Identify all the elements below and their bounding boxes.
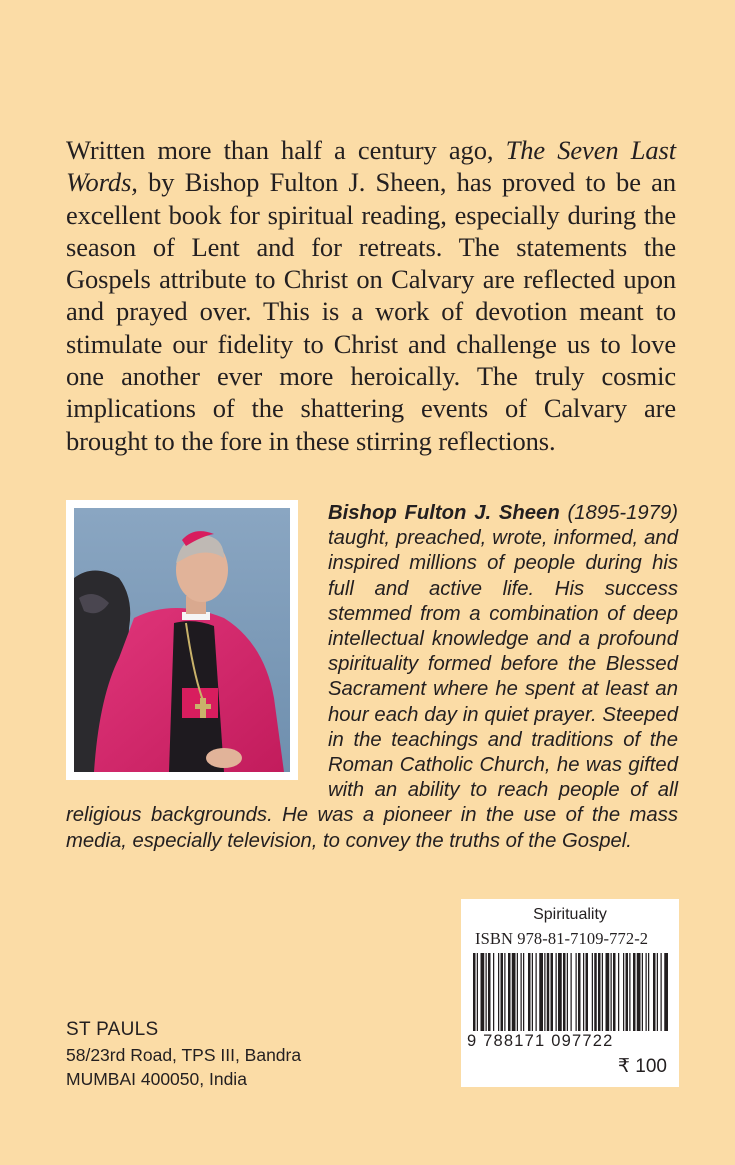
barcode-bar (611, 953, 612, 1031)
barcode-bar (523, 953, 524, 1031)
barcode-bar (563, 953, 566, 1031)
barcode-bar (592, 953, 593, 1031)
barcode-bar (501, 953, 504, 1031)
author-bio-text: (1895-1979) taught, preached, wrote, informed, and inspired millions of people during his full and active life. His success stemmed from a combination of deep intellectual knowledge and a profound spirituality formed before the Blessed Sacrament where he spent at least an hour each day in quiet prayer. Steeped in the teachings and traditions of the Roman Catholic Church, he was gifted with an ability to reach people of all religious backgrounds. He was a pioneer in the use of the mass media, especially television, to convey the truths of the Gospel. (66, 502, 678, 852)
publisher-block (66, 1018, 301, 1092)
barcode-bar (517, 953, 518, 1031)
blurb-rest: by Bishop Fulton J. Sheen, has proved to be an excellent book for spiritual reading, especially during the season of Lent and for retreats. The statements the Gospels attribute to Christ on Calvary are reflected upon and prayed over. This is a work of devotion meant to stimulate our fidelity to Christ and challenge us to love one another ever more heroically. The truly cosmic implications of the shattering events of Calvary are brought to the fore in these stirring reflections. (66, 167, 676, 456)
barcode-bar (586, 953, 589, 1031)
barcode-bar (626, 953, 629, 1031)
barcode-bar (498, 953, 499, 1031)
barcode-bar (521, 953, 522, 1031)
barcode-bar (618, 953, 619, 1031)
barcode-bar (473, 953, 476, 1031)
barcode-bar (571, 953, 572, 1031)
author-photo (74, 508, 290, 772)
barcode-bar (493, 953, 494, 1031)
barcode-bar (602, 953, 603, 1031)
barcode-bar (551, 953, 554, 1031)
barcode-bar (642, 953, 643, 1031)
publisher-name: ST PAULS (66, 1019, 159, 1040)
barcode-bar (653, 953, 656, 1031)
barcode-bar (481, 953, 485, 1031)
barcode-bar (657, 953, 658, 1031)
barcode-digits: 9 788171 097722 (467, 1032, 614, 1050)
barcode-bar (661, 953, 662, 1031)
barcode-bar (648, 953, 649, 1031)
barcode-bar (488, 953, 491, 1031)
barcode-bar (629, 953, 630, 1031)
barcode-bar (558, 953, 562, 1031)
barcode-bar (504, 953, 505, 1031)
barcode-bar (613, 953, 616, 1031)
author-photo-frame (66, 500, 298, 780)
price-label: ₹ 100 (617, 1056, 667, 1077)
barcode-bar (556, 953, 557, 1031)
barcode-bar (512, 953, 516, 1031)
publisher-address-line-1: 58/23rd Road, TPS III, Bandra (66, 1044, 302, 1065)
barcode-bar (646, 953, 647, 1031)
publisher-address-line-2: MUMBAI 400050, India (66, 1069, 247, 1089)
barcode-bar (598, 953, 601, 1031)
barcode-bar (528, 953, 531, 1031)
author-name: Bishop Fulton J. Sheen (328, 502, 560, 524)
barcode-bar (578, 953, 581, 1031)
barcode-bar (477, 953, 478, 1031)
barcode-box (461, 899, 679, 1087)
barcode-bar (539, 953, 543, 1031)
barcode-bar (633, 953, 636, 1031)
barcode-bar (637, 953, 641, 1031)
barcode-bar (576, 953, 577, 1031)
genre-label: Spirituality (533, 906, 607, 923)
barcode-bar (536, 953, 537, 1031)
book-title: The Seven Last Words, (66, 135, 676, 198)
barcode-bar (594, 953, 597, 1031)
barcode-bar (547, 953, 550, 1031)
back-cover-blurb (66, 134, 676, 457)
barcode-bar (567, 953, 568, 1031)
barcode-bar (583, 953, 584, 1031)
blurb-lead: Written more than half a century ago, (66, 135, 506, 165)
isbn-label: ISBN 978-81-7109-772-2 (475, 929, 649, 948)
barcode-bar (544, 953, 545, 1031)
barcode-bar (486, 953, 487, 1031)
barcode-bar (508, 953, 511, 1031)
barcode-bar (606, 953, 610, 1031)
barcode-bar (664, 953, 668, 1031)
barcode-bar (532, 953, 533, 1031)
barcode-bar (623, 953, 624, 1031)
barcode-bars (471, 953, 671, 1033)
